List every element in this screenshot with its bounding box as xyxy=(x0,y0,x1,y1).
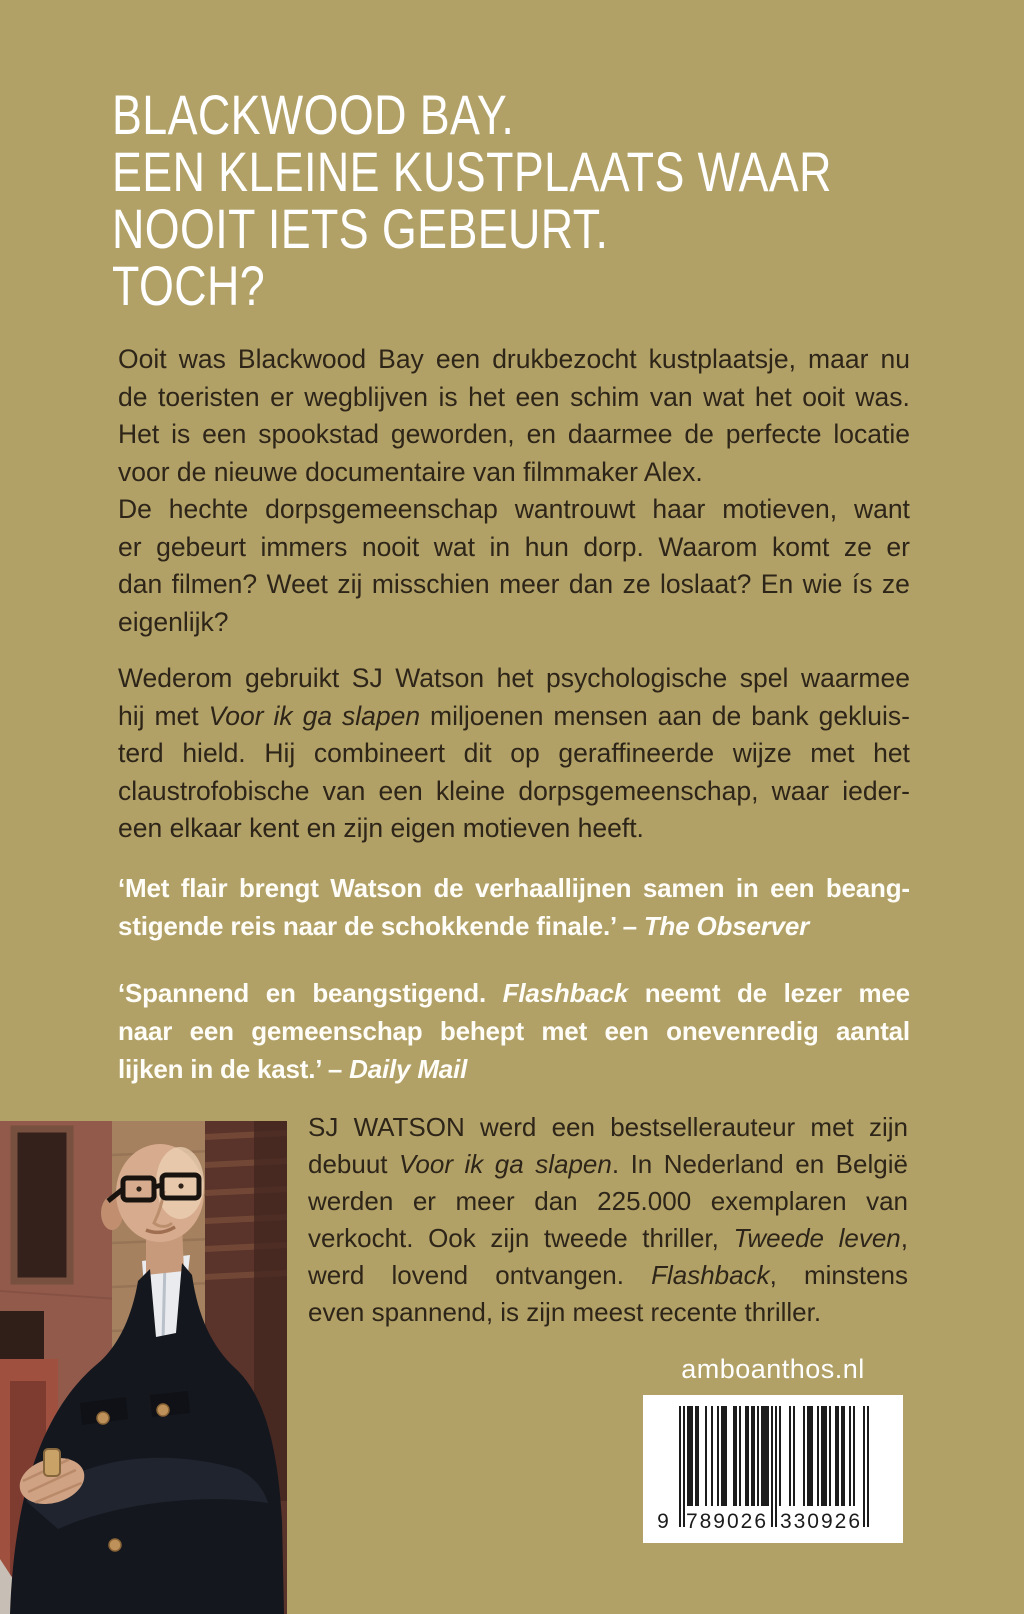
watch xyxy=(44,1449,60,1476)
isbn-digit-group: 330926 xyxy=(779,1510,863,1533)
text-line: de toeristen er wegblijven is het een schim van wat het ooit was. xyxy=(118,381,910,412)
text-line: BLACKWOOD BAY. xyxy=(112,83,515,146)
synopsis-paragraph-1 xyxy=(118,341,910,641)
text-line: debuut Voor ik ga slapen. In Nederland en België xyxy=(308,1149,908,1179)
text-line: dan filmen? Weet zij misschien meer dan ze loslaat? En wie ís ze xyxy=(118,569,910,599)
text-line: claustrofobische van een kleine dorpsgemeenschap, waar ieder- xyxy=(118,775,910,806)
text-line: eigenlijk? xyxy=(118,606,229,637)
text-line: lijken in de kast.’ – Daily Mail xyxy=(118,1054,468,1084)
text-line: verkocht. Ook zijn tweede thriller, Tweede leven, xyxy=(308,1223,908,1253)
text-line: hij met Voor ik ga slapen miljoenen mensen aan de bank gekluis- xyxy=(118,700,910,731)
author-photo-illustration xyxy=(0,1121,287,1614)
review-quote-observer xyxy=(118,869,910,945)
text-line: Ooit was Blackwood Bay een drukbezocht kustplaatsje, maar nu xyxy=(118,344,910,374)
text-line: werden er meer dan 225.000 exemplaren van xyxy=(308,1186,908,1216)
text-line: De hechte dorpsgemeenschap wantrouwt haar motieven, want xyxy=(118,494,910,524)
text-line: EEN KLEINE KUSTPLAATS WAAR xyxy=(112,140,832,203)
review-quote-daily-mail xyxy=(118,974,910,1088)
author-photo xyxy=(0,1121,287,1614)
text-line: stigende reis naar de schokkende finale.’ – The Observer xyxy=(118,911,810,941)
text-line: werd lovend ontvangen. Flashback, minstens xyxy=(308,1260,908,1290)
text-line: SJ WATSON werd een bestsellerauteur met zijn xyxy=(308,1112,908,1142)
isbn-barcode xyxy=(643,1395,903,1543)
text-line: TOCH? xyxy=(112,254,266,317)
publisher-website: amboanthos.nl xyxy=(681,1354,865,1384)
text-line: naar een gemeenschap behept met een onevenredig aantal xyxy=(118,1016,910,1046)
text-line: er gebeurt immers nooit wat in hun dorp. Waarom komt ze er xyxy=(118,531,910,562)
text-line: ‘Spannend en beangstigend. Flashback neemt de lezer mee xyxy=(118,978,910,1008)
text-line: terd hield. Hij combineert dit op geraffineerde wijze met het xyxy=(118,738,910,768)
isbn-digit-group: 9 xyxy=(657,1510,671,1533)
isbn-digit-group: 789026 xyxy=(685,1510,769,1533)
synopsis-paragraph-2 xyxy=(118,660,910,848)
author-bio xyxy=(308,1109,908,1331)
text-line: Wederom gebruikt SJ Watson het psychologische spel waarmee xyxy=(118,663,910,693)
tagline xyxy=(112,83,1012,317)
text-line: een elkaar kent en zijn eigen motieven heeft. xyxy=(118,813,644,843)
text-line: NOOIT IETS GEBEURT. xyxy=(112,197,609,260)
text-line: Het is een spookstad geworden, en daarmee de perfecte locatie xyxy=(118,419,910,449)
text-line: ‘Met flair brengt Watson de verhaallijnen samen in een beang- xyxy=(118,873,910,903)
text-line: voor de nieuwe documentaire van filmmaker Alex. xyxy=(118,456,703,487)
text-line: even spannend, is zijn meest recente thriller. xyxy=(308,1297,822,1327)
